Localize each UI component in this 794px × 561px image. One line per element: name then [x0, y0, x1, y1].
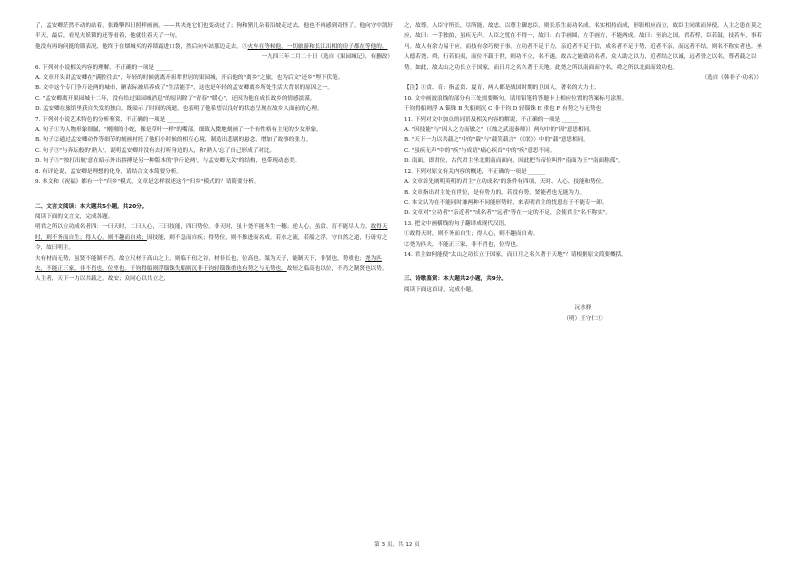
page-footer: 第 3 页，共 12 页	[374, 542, 420, 548]
option-6a: A. 文章开头讲孟安卿在"满腔往去"，年轻的时候就离开祖辈世居的果园城，开启他的"离乡"之旅，也为后文"还乡"埋下伏笔。	[35, 75, 344, 82]
option-12c: C. 本文认为在不能同时兼两种不同能形势时，来表明君主的忧患在于不能专一卸。	[404, 199, 608, 206]
reading-instruction: 阅读下面的文言文，完成各题。	[35, 213, 114, 220]
option-7a: A. 句子①为人物形象细腻，"刚刚的小蛇，像是草叶一样"的嘴部，细致入微地刻画了一个有性格有主见的少女形象。	[35, 127, 322, 134]
option-7b: B. 句子②通过孟安卿动作等细节的刻画衬托了他们小时候的相互心境，制造出悲剧的悬念，增加了故事的张力。	[35, 137, 312, 144]
question-12: 12. 下列对原文有关内容的概述，不正确的一项是 ______	[404, 168, 546, 175]
underlined-sentence: 尧为匹夫，不能正三家，非不肖也，位卑也。	[35, 255, 382, 272]
option-11b: B. "天下一力以共载之"中的"载"与"载笑载言"（《氓》）中的"载"意思相同。	[404, 137, 589, 144]
poem-author: （明）王守仁①	[563, 315, 603, 322]
option-6d: D. 孟安卿在旅馆里获自失发的独白，既暗示了时间的流逝，也表明了他希望以良好的状态呈现在故乡人面前的心理。	[35, 106, 323, 113]
option-11c: C. "虽疾无声"中的"疾"与成语"痛心疾首"中的"疾"意思不同。	[404, 147, 556, 154]
question-11: 11. 下列对文中加点的词语及相关内容的解说，不正确的一项是 ______	[404, 116, 579, 123]
option-11d: D. 南面，即君位，古代君主坐北朝南而面向，因此把当帝位叫作"南面为王""南面称孤"。	[404, 158, 624, 165]
section-heading-classical: 二、文言文阅读：本大题共5小题，共20分。	[35, 203, 148, 210]
option-7d: D. 句子⑤"'按打出航'意在暗示外出拚搏是另一种版本的'争斤论两'，与孟安卿无关"的结构，也带现动态美。	[35, 158, 301, 165]
question-10-sentence: 千钧得船则浮 A 锱铢 B 失船则沉 C 非千钧 D 轻锱铢 E 重也 F 有势之与无势也	[404, 106, 602, 113]
classical-text: 夫有材而无势，虽贤不能制不肖。故立尺材于高山之上，则临千仞之谷，材非长也，位高也。桀为天子，能制天下，非贤也，势重也；	[35, 255, 366, 262]
option-12a: A. 文章首先阐明英明的君主"立功成名"的条件有四项，天时、人心、技能和势位。	[404, 179, 607, 186]
question-13-item-1: ①故得天时，则不务而自生；得人心，则不趣而自劝。	[404, 231, 539, 238]
question-6: 6. 下列对小说相关内容的理解，不正确的一项是 ______	[35, 64, 173, 71]
annotation-note: 【注】①贲、育：指孟贲、夏育，两人都是战国时期的卫国人，著名的大力士。	[404, 85, 600, 92]
question-13: 13. 把文中画横线的句子翻译成现代汉语。	[404, 220, 510, 227]
underlined-sentence: 故得天时，则不务而自生；得人心，则不趣而自劝；	[35, 224, 388, 241]
option-12b: B. 文章指出君主处在世位，是有势力的，若没有势，贤能者也无能为力。	[404, 189, 586, 196]
question-10: 10. 文中画波浪线的部分有三处需要断句，请用铅笔将答题卡上相应位置的答案标号涂黑。	[404, 95, 628, 102]
classical-text: 故短之临高也以位，不肖之制贤也以势。人主者，天下一力以共载之，故安；众同心以共立之，	[35, 265, 388, 283]
option-7c: C. 句子③"与奔坛般的'熟人'，说明孟安卿并没有去打听身边的人，和'熟人'忘了自己形成了对比。	[35, 147, 276, 154]
classical-text: 明君之所以立功成名者四：一曰天时，二曰人心，三曰技能，四曰势位。非天时，虽十尧不能冬生一穗；逆人心，虽贲、育不能尽人力。	[35, 224, 371, 231]
poem-title: 沅水驿	[574, 305, 592, 312]
story-paragraph	[35, 42, 393, 52]
section-heading-poetry: 三、诗歌鉴赏：本大题共2小题，共9分。	[404, 276, 507, 283]
story-text: 他没有再询问挺的锁表况，他终于在烟城买的养锁霜进口袋，然后向车站那边走去。⑤	[35, 43, 248, 50]
question-9: 9. 本文和《祝福》都有一个"归乡"模式，文章是怎样叙述这个"归乡"模式的？请简要分析。	[35, 179, 260, 186]
underlined-sentence: 火车在等候他，一切旅游和长江出相的房子都在等他的。	[247, 43, 388, 50]
story-source: 一九四三年二月二十日（选自《果园城记》，有删改）	[261, 54, 393, 61]
option-6b: B. 文中这个专门争斤论两的城市，陋表际被培养成了"生活能手"，这也是年轻的孟安卿离乡所处生活大背景的原因之一。	[35, 85, 334, 92]
option-12d: D. 文章对"立功者""亲近者""成名者""远者"等在一定的不足，会使君主"名不称实"。	[404, 210, 611, 217]
question-8: 8. 有评论说，孟安卿是理想的化身，请结合文本简要分析。	[35, 168, 182, 175]
right-column	[404, 21, 762, 324]
option-6c: C. "孟安卿离开果园城十二年，没有给过果园城消息"的原因除了"青春""暖心"，还因为他在成长故乡的情感淡漠。	[35, 95, 316, 102]
reading-instruction: 阅读下面这首诗，完成小题。	[404, 286, 477, 293]
classical-paragraph	[35, 222, 393, 253]
classical-paragraph: 之，故尊。人臣守所长，尽所能，故忠。以尊主御忠臣，则长乐生而功名成。名实相持而成，形影相应而立，故臣主同欲而异使。人主之患在莫之应，故曰：一手独拍，虽疾无声。人臣之忧在不得一，故曰：右手画圆，左手画方，不能两成。故曰：至治之国，君若桴，臣若鼓，技若车，事若马。故人有余力易于应，而技有余巧便于事。立功者不足于力，亲近者不足于信，成名者不足于势，近者不亲，而远者不结，则名不称实者也。圣人德若尧、舜，行若伯夷，而位不载于世，则功不立，名不遂。故古之能致功名者，众人助之以力，近者结之以诚，远者誉之以名，尊者载之以势。如此，故太山之功长立于国家，而日月之名久著于天地。此尧之所以南面而守名，舜之所以北面而效功也。	[404, 23, 763, 71]
classical-paragraph	[35, 254, 393, 285]
classical-source: （选自《韩非子·功名》）	[701, 75, 762, 82]
wavy-underlined-sentence: 千钧得船则浮锱铢失船则沉非千钧轻锱铢重也有势之与无势也。	[130, 265, 287, 272]
classical-text: 因技能，则不急而自疾；得势位，则不推进而名成。若水之流，若船之浮，守自然之道，行毋穷之令，故曰明主。	[35, 234, 388, 252]
question-7: 7. 下列对小说艺术特色的分析鉴赏，不正确的一项是 ______	[35, 116, 184, 123]
left-column	[35, 21, 393, 285]
story-paragraph: 了，孟安卿茫然不动的站着，张路擎四日照样画画，——其夹连它们也变动过了；狗和猪儿杂着沿坡走过去，他也不再感到奇怪了。他向守中凯好半天，最后，看见夫妖锁的还等看着，他就往着天了一句。	[35, 23, 394, 40]
option-11a: A. "因技能"与"因人之力而敏之"（《烛之武退秦师》）两句中的"因"意思相同。	[404, 127, 595, 134]
question-14: 14. 君主如何能使"太山之功长立于国家，而日月之名久著于天地"？请根据原文简要概括。	[404, 251, 627, 258]
question-13-item-2: ②尧为匹夫，不能正三家，非不肖也，位卑也。	[404, 241, 522, 248]
